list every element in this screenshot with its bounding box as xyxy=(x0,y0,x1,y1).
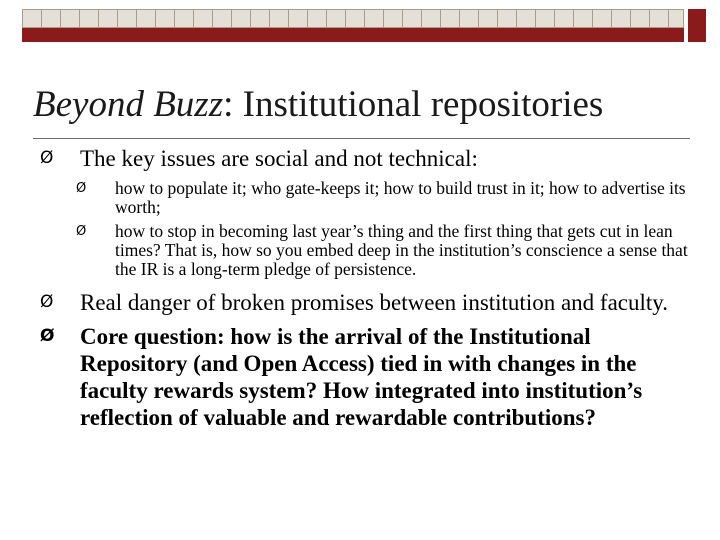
sub-bullet-list xyxy=(40,179,690,279)
slide-title-rest: : Institutional repositories xyxy=(223,84,604,125)
sub-bullet-persistence xyxy=(76,222,690,279)
sub-bullet-populate xyxy=(76,179,690,217)
header-grid-strip xyxy=(22,9,684,28)
title-divider xyxy=(33,138,690,139)
bullet-core-question xyxy=(40,323,690,431)
sub-bullet-text: how to stop in becoming last year’s thing and the first thing that gets cut in lean times? That is, how so you embed deep in the institution’s conscience a sense that the IR is a long-term pledge of persistence. xyxy=(115,221,688,279)
bullet-arrow-icon: Ø xyxy=(40,326,55,346)
bullet-text: Core question: how is the arrival of the Institutional Repository (and Open Access) tied in with changes in the faculty rewards system? How integrated into institution’s reflection of valuable and rewardable contributions? xyxy=(80,324,643,430)
slide-title xyxy=(33,80,603,130)
header-red-band xyxy=(22,28,684,42)
bullet-broken-promises xyxy=(40,289,690,316)
bullet-arrow-icon: Ø xyxy=(40,292,54,312)
bullet-arrow-icon: Ø xyxy=(40,148,54,168)
slide-content xyxy=(40,145,690,438)
bullet-text: Real danger of broken promises between institution and faculty. xyxy=(80,290,669,315)
bullet-key-issues xyxy=(40,145,690,172)
bullet-text: The key issues are social and not technical: xyxy=(80,146,478,171)
slide-title-italic: Beyond Buzz xyxy=(33,84,224,125)
sub-bullet-arrow-icon: Ø xyxy=(76,181,87,196)
sub-bullet-text: how to populate it; who gate-keeps it; how to build trust in it; how to advertise its worth; xyxy=(115,178,686,217)
header-red-square xyxy=(688,9,706,42)
sub-bullet-arrow-icon: Ø xyxy=(76,224,87,239)
